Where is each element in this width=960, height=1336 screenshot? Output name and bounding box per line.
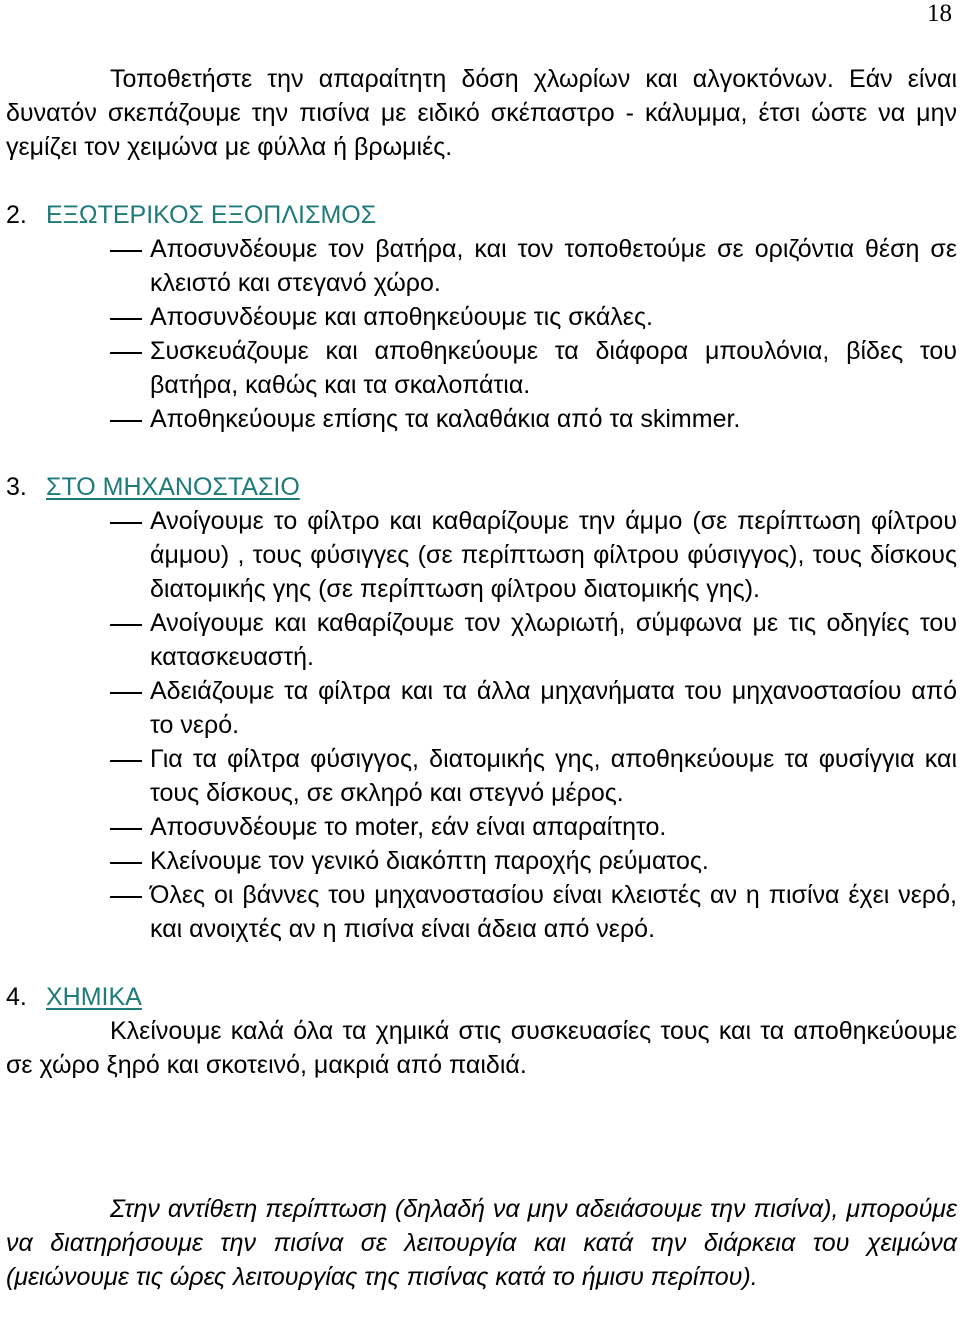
dash-bullet bbox=[110, 232, 150, 300]
section-exterior-equipment bbox=[6, 198, 957, 436]
section-heading bbox=[6, 470, 957, 504]
list-item: Ανοίγουμε και καθαρίζουμε τον χλωριωτή, σύμφωνα με τις οδηγίες του κατασκευαστή. bbox=[110, 606, 957, 674]
list-item: Αποσυνδέουμε και αποθηκεύουμε τις σκάλες. bbox=[110, 300, 957, 334]
note-paragraph: Στην αντίθετη περίπτωση (δηλαδή να μην αδειάσουμε την πισίνα), μπορούμε να διατηρήσουμε την πισίνα σε λειτουργία και κατά την διάρκεια του χειμώνα (μειώνουμε τις ώρες λειτουργίας της πισίνας κατά το ήμισυ περίπου). bbox=[6, 1195, 957, 1291]
dash-bullet bbox=[110, 810, 150, 844]
section-number: 3. bbox=[6, 473, 27, 501]
chemicals-paragraph: Κλείνουμε καλά όλα τα χημικά στις συσκευασίες τους και τα αποθηκεύουμε σε χώρο ξηρό και σκοτεινό, μακριά από παιδιά. bbox=[6, 1017, 957, 1079]
dash-bullet bbox=[110, 606, 150, 674]
dash-bullet bbox=[110, 844, 150, 878]
section-chemicals bbox=[6, 980, 957, 1082]
list-item: Αδειάζουμε τα φίλτρα και τα άλλα μηχανήματα του μηχανοστασίου από το νερό. bbox=[110, 674, 957, 742]
dash-bullet bbox=[110, 878, 150, 946]
document-body bbox=[6, 62, 957, 1294]
page-number: 18 bbox=[927, 0, 952, 27]
dash-bullet bbox=[110, 402, 150, 436]
list-item: Κλείνουμε τον γενικό διακόπτη παροχής ρεύματος. bbox=[110, 844, 957, 878]
list-item: Αποθηκεύουμε επίσης τα καλαθάκια από τα skimmer. bbox=[110, 402, 957, 436]
list-item: Συσκευάζουμε και αποθηκεύουμε τα διάφορα μπουλόνια, βίδες του βατήρα, καθώς και τα σκαλοπάτια. bbox=[110, 334, 957, 402]
list-item: Αποσυνδέουμε το moter, εάν είναι απαραίτητο. bbox=[110, 810, 957, 844]
section-title-link[interactable]: ΣΤΟ ΜΗΧΑΝΟΣΤΑΣΙΟ bbox=[46, 473, 300, 501]
dash-bullet bbox=[110, 742, 150, 810]
section-title: ΕΞΩΤΕΡΙΚΟΣ ΕΞΟΠΛΙΣΜΟΣ bbox=[46, 201, 377, 229]
list-item: Όλες οι βάννες του μηχανοστασίου είναι κλειστές αν η πισίνα έχει νερό, και ανοιχτές αν η πισίνα είναι άδεια από νερό. bbox=[110, 878, 957, 946]
section-number: 4. bbox=[6, 983, 27, 1011]
intro-paragraph: Τοποθετήστε την απαραίτητη δόση χλωρίων και αλγοκτόνων. Εάν είναι δυνατόν σκεπάζουμε την πισίνα με ειδικό σκέπαστρο - κάλυμμα, έτσι ώστε να μην γεμίζει τον χειμώνα με φύλλα ή βρωμιές. bbox=[6, 65, 957, 161]
list-item: Για τα φίλτρα φύσιγγος, διατομικής γης, αποθηκεύουμε τα φυσίγγια και τους δίσκους, σε σκληρό και στεγνό μέρος. bbox=[110, 742, 957, 810]
section-heading bbox=[6, 198, 957, 232]
section-title-link[interactable]: ΧΗΜΙΚΑ bbox=[46, 983, 142, 1011]
dash-bullet bbox=[110, 334, 150, 402]
section-machine-room bbox=[6, 470, 957, 946]
dash-bullet bbox=[110, 674, 150, 742]
section-heading bbox=[6, 980, 957, 1014]
list-item: Ανοίγουμε το φίλτρο και καθαρίζουμε την άμμο (σε περίπτωση φίλτρου άμμου) , τους φύσιγγες (σε περίπτωση φίλτρου φύσιγγος), τους δίσκους διατομικής γης (σε περίπτωση φίλτρου διατομικής γης). bbox=[110, 504, 957, 606]
section-items bbox=[110, 232, 957, 436]
section-number: 2. bbox=[6, 201, 27, 229]
list-item: Αποσυνδέουμε τον βατήρα, και τον τοποθετούμε σε οριζόντια θέση σε κλειστό και στεγανό χώρο. bbox=[110, 232, 957, 300]
section-items bbox=[110, 504, 957, 946]
dash-bullet bbox=[110, 504, 150, 606]
dash-bullet bbox=[110, 300, 150, 334]
